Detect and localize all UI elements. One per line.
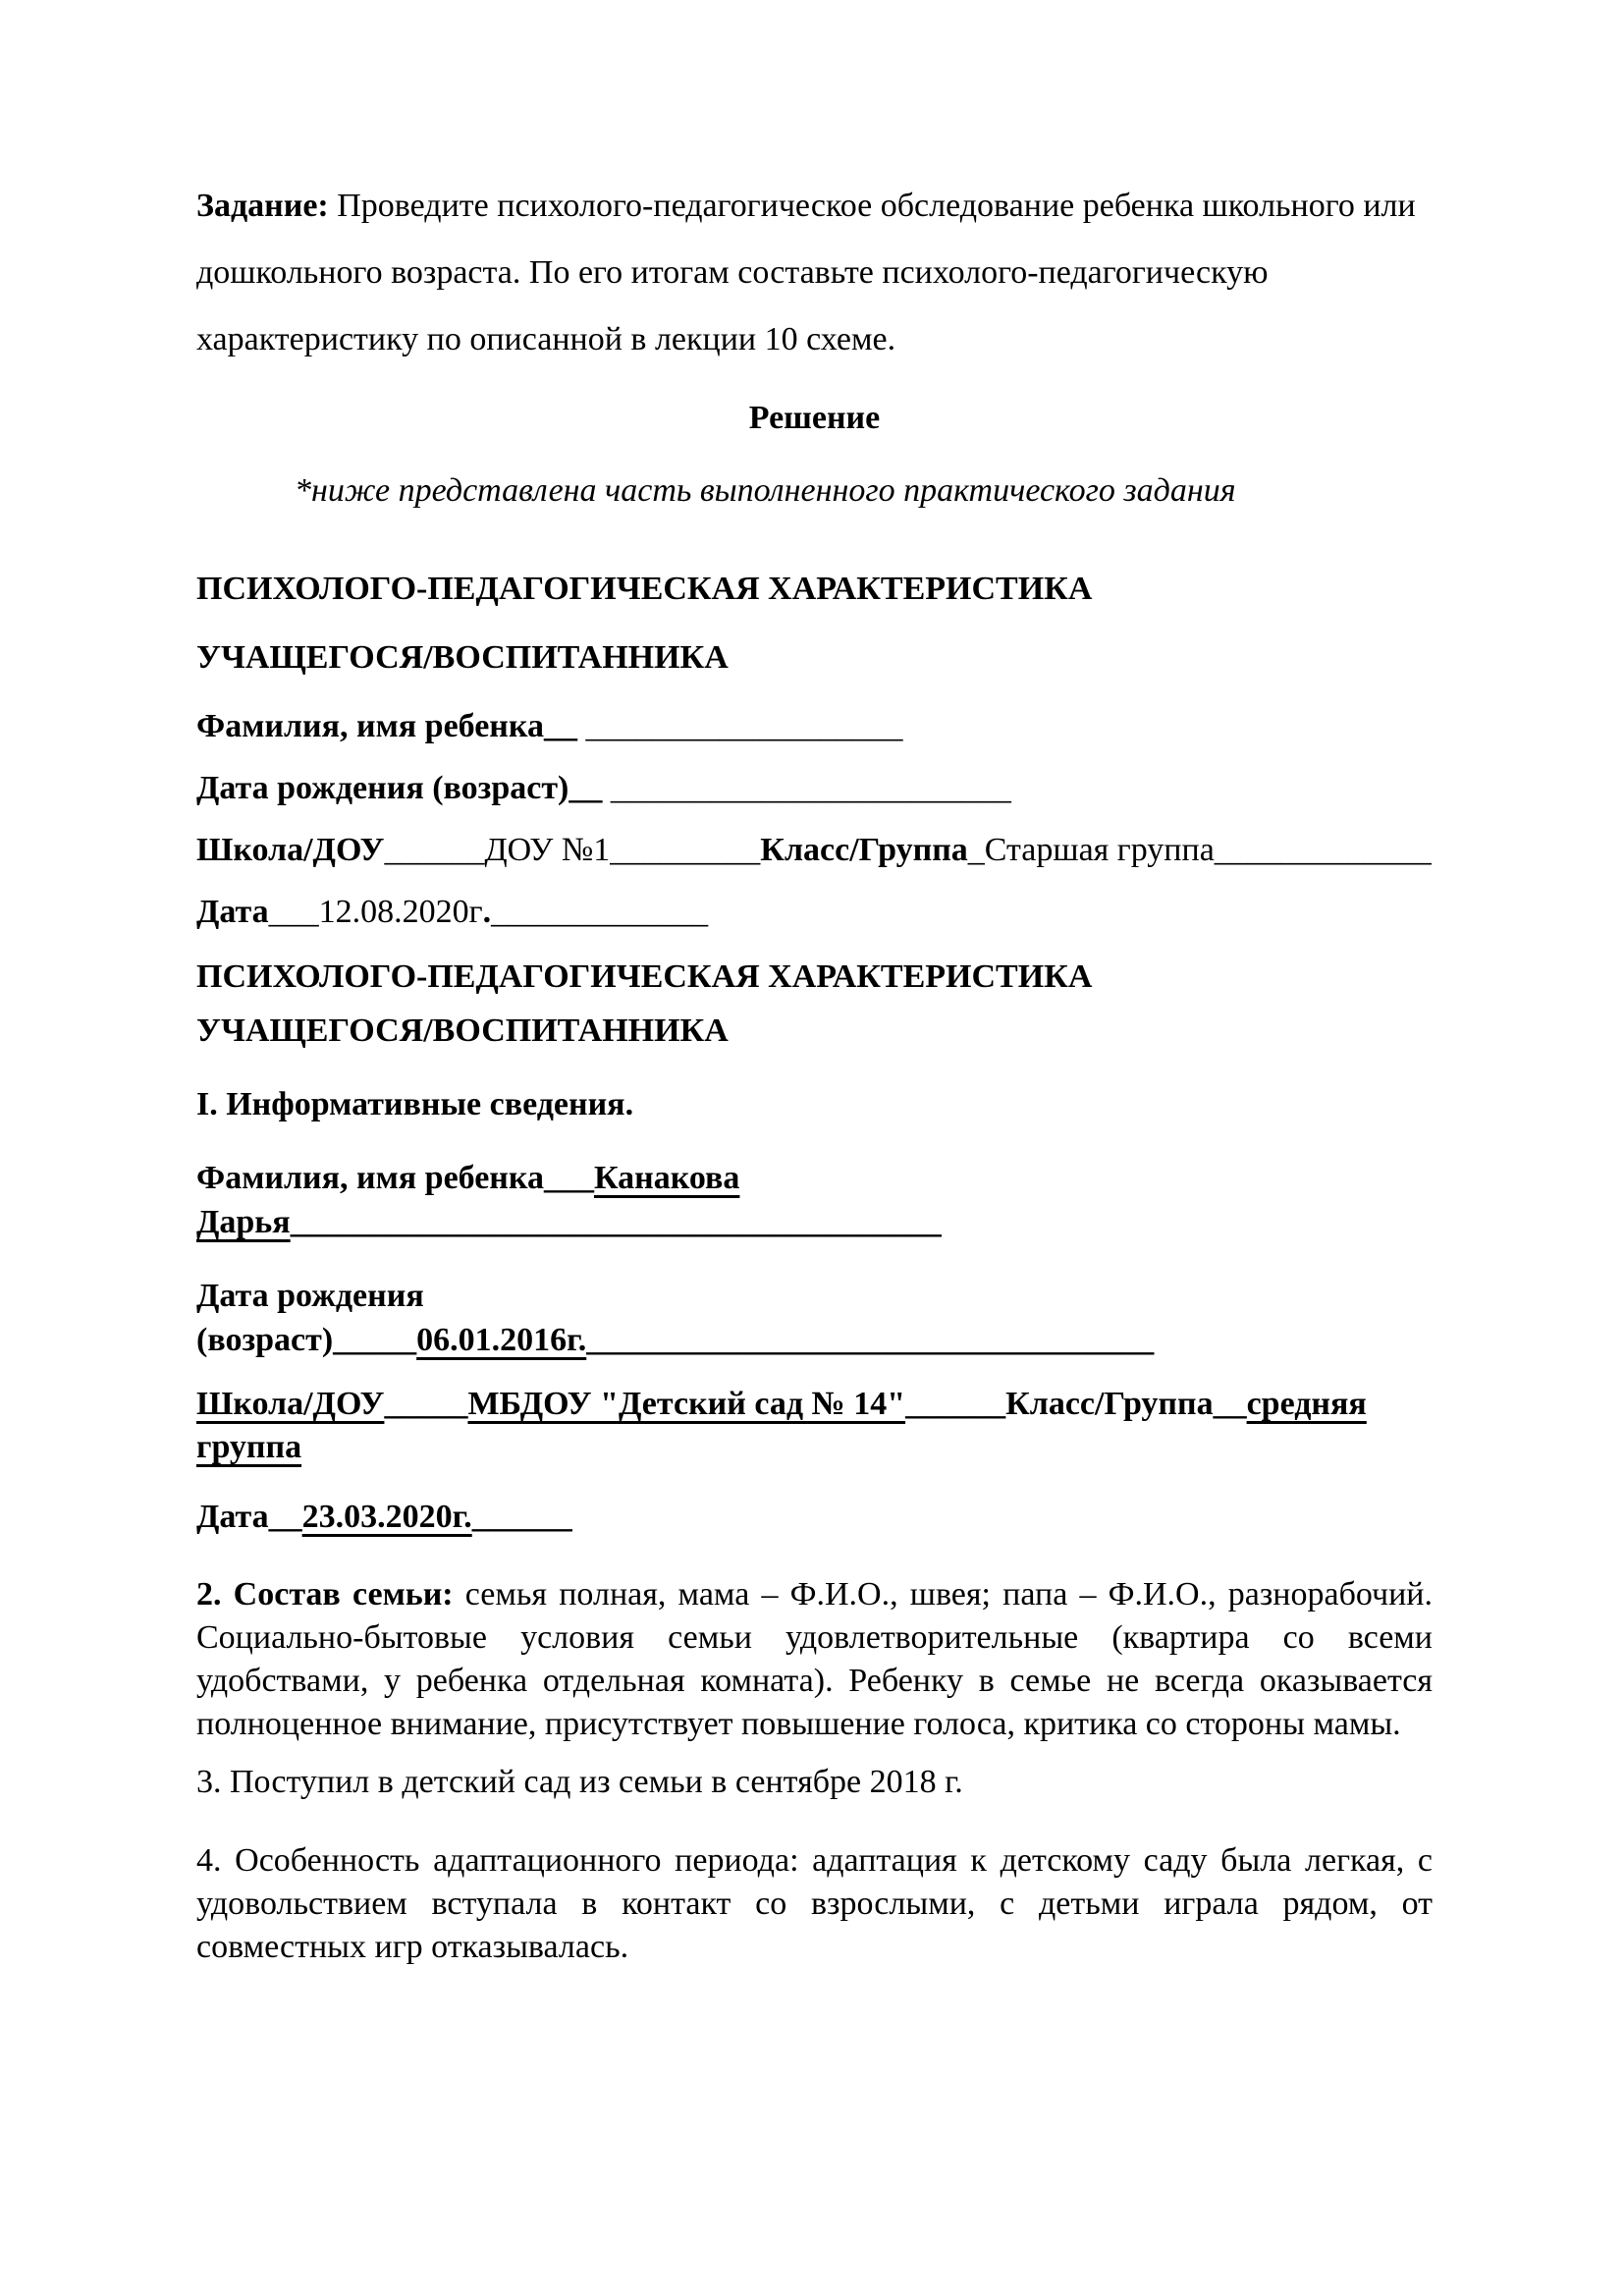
- birth-label-line1: Дата рождения: [196, 1278, 424, 1314]
- filled-birth-field-line2: [196, 1319, 1433, 1362]
- school-label: Школа/ДОУ: [196, 832, 385, 868]
- birth-value: 06.01.2016г.: [416, 1322, 587, 1358]
- birth-gap: __: [568, 770, 611, 806]
- blank-form-school-field: [196, 829, 1433, 872]
- filled-name-field-line1: [196, 1157, 1433, 1200]
- date-blank-2: ______: [471, 1499, 572, 1535]
- school-blank-1: ______: [384, 832, 485, 868]
- date-blank-1: ___: [268, 894, 319, 930]
- date-blank-1: __: [268, 1499, 302, 1535]
- date-label: Дата: [196, 1499, 269, 1535]
- family-composition-paragraph: [196, 1573, 1433, 1746]
- family-composition-text: семья полная, мама – Ф.И.О., швея; папа – Ф.И.О., разнорабочий. Социально-бытовые условия семьи удовлетворительные (квартира со всеми удобствами, у ребенка отдельная комната). Ребенку в семье не всегда оказывается полноценное внимание, присутствует повышение голоса, критика со стороны мамы.: [196, 1576, 1433, 1742]
- task-text: Проведите психолого-педагогическое обследование ребенка школьного или дошкольного возраста. По его итогам составьте психолого-педагогическую характеристику по описанной в лекции 10 схеме.: [196, 188, 1416, 357]
- blank-form-name-field: [196, 705, 1433, 748]
- name-blank-2: _______________________________________: [290, 1204, 942, 1240]
- name-gap: __: [543, 708, 586, 744]
- task-label: Задание:: [196, 188, 329, 224]
- birth-label-line2: (возраст): [196, 1322, 334, 1358]
- date-blank-2: _____________: [491, 894, 709, 930]
- filled-school-field-line2: [196, 1426, 1433, 1469]
- group-value-line1: средняя: [1246, 1386, 1367, 1422]
- filled-name-field-line2: [196, 1201, 1433, 1244]
- birth-blank-2: __________________________________: [586, 1322, 1155, 1358]
- name-blank-1: ___: [543, 1160, 594, 1196]
- group-blank-1: _: [967, 832, 985, 868]
- name-label: Фамилия, имя ребенка: [196, 708, 544, 744]
- school-blank-2: ______: [905, 1386, 1006, 1422]
- date-value: 23.03.2020г.: [301, 1499, 472, 1535]
- school-blank-2: _________: [610, 832, 761, 868]
- school-blank-1: _____: [384, 1386, 468, 1422]
- solution-heading: Решение: [748, 400, 881, 436]
- blank-form-birth-field: [196, 767, 1433, 810]
- name-blank-line: ___________________: [585, 708, 903, 744]
- group-blank-2: _____________: [1214, 832, 1432, 868]
- filled-form-title-line2: УЧАЩЕГОСЯ/ВОСПИТАННИКА: [196, 1012, 729, 1049]
- school-value: ДОУ №1: [484, 832, 611, 868]
- school-label: Школа/ДОУ: [196, 1386, 385, 1422]
- adaptation-period-paragraph: 4. Особенность адаптационного периода: адаптация к детскому саду была легкая, с удовольствием вступала в контакт со взрослыми, с детьми играла рядом, от совместных игр отказывалась.: [196, 1842, 1433, 1965]
- blank-form-title-line2: УЧАЩЕГОСЯ/ВОСПИТАННИКА: [196, 639, 729, 676]
- name-value-surname: Канакова: [593, 1160, 740, 1196]
- filled-date-field: [196, 1496, 1433, 1539]
- school-value: МБДОУ "Детский сад № 14": [467, 1386, 906, 1422]
- birth-label: Дата рождения (возраст): [196, 770, 569, 806]
- date-label: Дата: [196, 894, 269, 930]
- kindergarten-entry-paragraph: 3. Поступил в детский сад из семьи в сентябре 2018 г.: [196, 1764, 963, 1800]
- group-label: Класс/Группа: [1005, 1386, 1214, 1422]
- name-value-firstname: Дарья: [196, 1204, 291, 1240]
- blank-form-date-field: [196, 891, 1433, 934]
- filled-school-field-line1: [196, 1383, 1433, 1426]
- birth-blank-line: ________________________: [610, 770, 1011, 806]
- group-label: Класс/Группа: [760, 832, 968, 868]
- name-label: Фамилия, имя ребенка: [196, 1160, 544, 1196]
- task-paragraph: [196, 173, 1433, 373]
- date-value: 12.08.2020г: [318, 894, 483, 930]
- section1-heading: I. Информативные сведения.: [196, 1086, 634, 1122]
- filled-form-title-line1: ПСИХОЛОГО-ПЕДАГОГИЧЕСКАЯ ХАРАКТЕРИСТИКА: [196, 958, 1093, 995]
- solution-note: *ниже представлена часть выполненного практического задания: [295, 472, 1236, 509]
- group-value: Старшая группа: [984, 832, 1215, 868]
- filled-birth-field-line1: [196, 1275, 1433, 1318]
- group-blank-1: __: [1213, 1386, 1247, 1422]
- date-dot: .: [482, 894, 492, 930]
- birth-blank-1: _____: [333, 1322, 417, 1358]
- group-value-line2: группа: [196, 1429, 302, 1465]
- family-composition-label: 2. Состав семьи:: [196, 1576, 454, 1613]
- blank-form-title-line1: ПСИХОЛОГО-ПЕДАГОГИЧЕСКАЯ ХАРАКТЕРИСТИКА: [196, 571, 1093, 607]
